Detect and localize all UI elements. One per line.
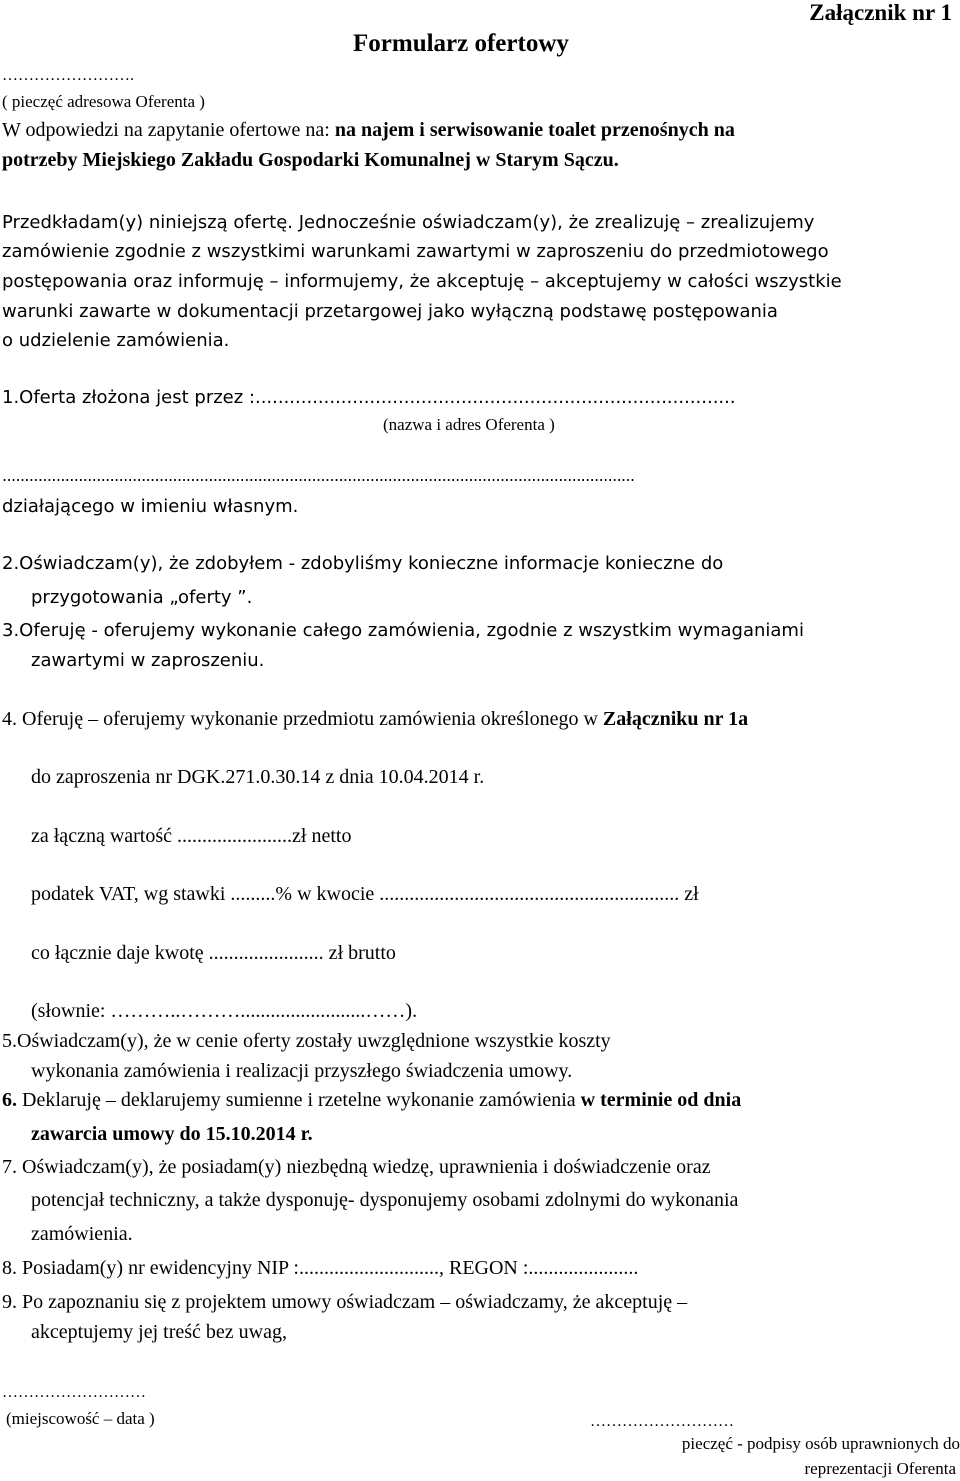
item-2-line-2: przygotowania „oferty ”.: [31, 587, 253, 608]
item-6-deadline: w terminie od dnia: [580, 1089, 742, 1111]
item-6-deadline-cont: zawarcia umowy do 15.10.2014 r.: [31, 1123, 313, 1145]
item-5-line-2: wykonania zamówienia i realizacji przyszłego świadczenia umowy.: [31, 1060, 573, 1082]
item-4-net-value: za łączną wartość .......................zł netto: [31, 825, 352, 847]
signature-label-1: pieczęć - podpisy osób uprawnionych do: [681, 1434, 960, 1453]
item-4-gross-value: co łącznie daje kwotę ....................... zł brutto: [31, 942, 396, 964]
item-5-line-1: 5.Oświadczam(y), że w cenie oferty zostały uwzględnione wszystkie koszty: [2, 1030, 611, 1052]
paragraph-line-1: Przedkładam(y) niniejszą ofertę. Jednocześnie oświadczam(y), że zrealizuję – zrealizujemy: [2, 212, 815, 233]
intro-subject: na najem i serwisowanie toalet przenośnych na: [334, 119, 735, 141]
item-6-text: Deklaruję – deklarujemy sumienne i rzetelne wykonanie zamówienia: [22, 1089, 576, 1111]
stamp-dots: …………………….: [2, 67, 134, 84]
item-9-line-1: 9. Po zapoznaniu się z projektem umowy oświadczam – oświadczamy, że akceptuję –: [2, 1291, 688, 1313]
paragraph-line-2: zamówienie zgodnie z wszystkimi warunkami zawartymi w zaproszeniu do przedmiotowego: [2, 241, 829, 262]
item-7-line-2: potencjał techniczny, a także dysponuję- dysponujemy osobami zdolnymi do wykonania: [31, 1189, 739, 1211]
item-1-acting: działającego w imieniu własnym.: [2, 496, 299, 517]
item-4-invitation: do zaproszenia nr DGK.271.0.30.14 z dnia 10.04.2014 r.: [31, 766, 485, 788]
item-7-line-3: zamówienia.: [31, 1223, 133, 1245]
item-4-in-words: (słownie: ………..……….........................……).: [31, 1000, 418, 1022]
item-1-sublabel: (nazwa i adres Oferenta ): [383, 415, 555, 434]
item-4-text: 4. Oferuję – oferujemy wykonanie przedmiotu zamówienia określonego w: [2, 708, 598, 730]
attachment-label: Załącznik nr 1: [809, 0, 952, 25]
item-9-line-2: akceptujemy jej treść bez uwag,: [31, 1321, 287, 1343]
item-8-nip-regon: 8. Posiadam(y) nr ewidencyjny NIP :............................, REGON :......................: [2, 1257, 639, 1279]
item-4-line-1: [2, 707, 748, 731]
stamp-label: ( pieczęć adresowa Oferenta ): [2, 92, 205, 111]
place-date-label: (miejscowość – data ): [6, 1409, 155, 1428]
item-6-number: 6.: [2, 1089, 17, 1111]
signature-dots: ………………………: [590, 1413, 734, 1430]
item-2-line-1: 2.Oświadczam(y), że zdobyłem - zdobyliśmy konieczne informacje konieczne do: [2, 553, 724, 574]
item-6-line-1: [2, 1088, 741, 1112]
item-3-line-1: 3.Oferuję - oferujemy wykonanie całego zamówienia, zgodnie z wszystkim wymaganiami: [2, 620, 804, 641]
item-3-line-2: zawartymi w zaproszeniu.: [31, 650, 265, 671]
intro-line-2: [2, 148, 619, 172]
paragraph-line-5: o udzielenie zamówienia.: [2, 330, 230, 351]
place-date-dots: ………………………: [2, 1384, 146, 1401]
paragraph-line-4: warunki zawarte w dokumentacji przetargowej jako wyłączną podstawę postępowania: [2, 301, 778, 322]
intro-line-1: [2, 118, 735, 142]
item-6-line-2: [31, 1122, 313, 1146]
item-1-offer-by: 1.Oferta złożona jest przez :....................................................................................: [2, 387, 736, 408]
signature-label-2: reprezentacji Oferenta: [804, 1459, 956, 1478]
page-title: Formularz ofertowy: [353, 30, 569, 57]
intro-subject-cont: potrzeby Miejskiego Zakładu Gospodarki Komunalnej w Starym Sączu.: [2, 149, 619, 171]
intro-text: W odpowiedzi na zapytanie ofertowe na:: [2, 119, 330, 141]
paragraph-line-3: postępowania oraz informuję – informujemy, że akceptuję – akceptujemy w całości wszystkie: [2, 271, 842, 292]
item-7-line-1: 7. Oświadczam(y), że posiadam(y) niezbędną wiedzę, uprawnienia i doświadczenie oraz: [2, 1156, 711, 1178]
item-4-vat: podatek VAT, wg stawki .........% w kwocie ............................................................ zł: [31, 883, 699, 905]
item-1-dots: .............................................................................................................................................: [2, 466, 635, 485]
item-4-attachment: Załączniku nr 1a: [602, 708, 749, 730]
